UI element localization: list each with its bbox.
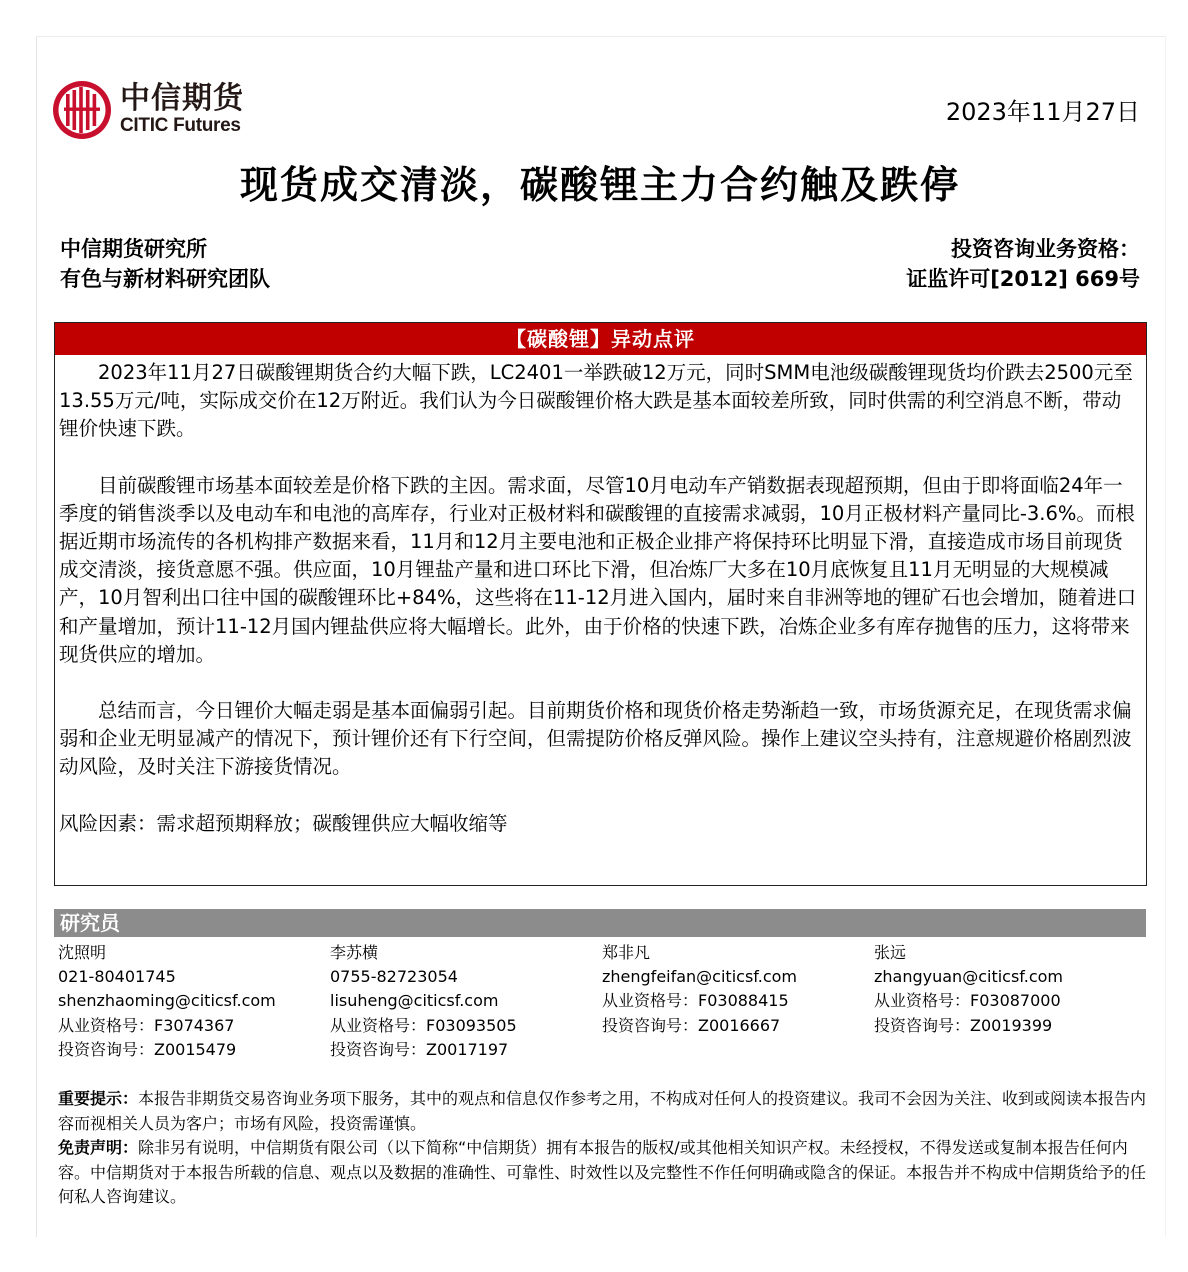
- risk-factors: 风险因素：需求超预期释放；碳酸锂供应大幅收缩等: [59, 811, 508, 835]
- analyst-name: 郑非凡: [602, 943, 651, 962]
- report-title: 现货成交清淡，碳酸锂主力合约触及跌停: [239, 163, 960, 207]
- analyst-name: 张远: [874, 943, 907, 962]
- analysts-list: [58, 941, 1146, 1062]
- institute-block: [60, 234, 270, 294]
- comment-paragraph-1: 2023年11月27日碳酸锂期货合约大幅下跌，LC2401一举跌破12万元，同时SMM电池级碳酸锂现货均价跌去2500元至13.55万元/吨，实际成交价在12万附近。我们认为今日碳酸锂价格大跌是基本面较差所致，同时供需的利空消息不断，带动锂价快速下跌。: [59, 361, 1133, 441]
- comment-paragraph-3: 总结而言，今日锂价大幅走弱是基本面偏弱引起。目前期货价格和现货价格走势渐趋一致，市场货源充足，在现货需求偏弱和企业无明显减产的情况下，预计锂价还有下行空间，但需提防价格反弹风险。操作上建议空头持有，注意规避价格剧烈波动风险，及时关注下游接货情况。: [59, 699, 1132, 779]
- analyst-email: zhengfeifan@citicsf.com: [602, 967, 797, 987]
- disclaimer-statement: [58, 1136, 1148, 1210]
- brand-name-cn: 中信期货: [120, 81, 244, 116]
- analyst-consult-license: 投资咨询号：Z0016667: [602, 1015, 781, 1035]
- team-name: 有色与新材料研究团队: [60, 267, 270, 291]
- analyst-practice-license: 从业资格号：F03088415: [602, 991, 789, 1011]
- notice-label: 重要提示：: [58, 1089, 139, 1108]
- brand-name-en: CITIC Futures: [120, 115, 241, 136]
- analyst-card: [874, 941, 1146, 1062]
- analyst-practice-license: 从业资格号：F3074367: [58, 1015, 235, 1035]
- notice-text: 本报告非期货交易咨询业务项下服务，其中的观点和信息仅作参考之用，不构成对任何人的投资建议。我司不会因为关注、收到或阅读本报告内容而视相关人员为客户；市场有风险，投资需谨慎。: [58, 1089, 1147, 1133]
- statement-text: 除非另有说明，中信期货有限公司（以下简称“中信期货）拥有本报告的版权/或其他相关知识产权。未经授权，不得发送或复制本报告任何内容。中信期货对于本报告所载的信息、观点以及数据的准确性、可靠性、时效性以及完整性不作任何明确或隐含的保证。本报告并不构成中信期货给予的任何私人咨询建议。: [58, 1138, 1147, 1206]
- report-date: 2023年11月27日: [945, 98, 1140, 126]
- analysts-header: 研究员: [54, 909, 1146, 937]
- license-number: 证监许可[2012] 669号: [906, 267, 1140, 291]
- analyst-practice-license: 从业资格号：F03087000: [874, 991, 1061, 1011]
- disclaimer: [58, 1087, 1148, 1210]
- license-block: [906, 234, 1140, 294]
- analyst-phone: 021-80401745: [58, 967, 176, 987]
- license-label: 投资咨询业务资格：: [951, 237, 1140, 261]
- comment-header: 【碳酸锂】异动点评: [55, 323, 1146, 355]
- analyst-consult-license: 投资咨询号：Z0019399: [874, 1015, 1053, 1035]
- analyst-phone: 0755-82723054: [330, 967, 458, 987]
- comment-paragraph-2: 目前碳酸锂市场基本面较差是价格下跌的主因。需求面，尽管10月电动车产销数据表现超预期，但由于即将面临24年一季度的销售淡季以及电动车和电池的高库存，行业对正极材料和碳酸锂的直接需求减弱，10月正极材料产量同比-3.6%。而根据近期市场流传的各机构排产数据来看，11月和12月主要电池和正极企业排产将保持环比明显下滑，直接造成市场目前现货成交清淡，接货意愿不强。供应面，10月锂盐产量和进口环比下滑，但冶炼厂大多在10月底恢复且11月无明显的大规模减产，10月智利出口往中国的碳酸锂环比+84%，这些将在11-12月进入国内，届时来自非洲等地的锂矿石也会增加，随着进口和产量增加，预计11-12月国内锂盐供应将大幅增长。此外，由于价格的快速下跌，冶炼企业多有库存抛售的压力，这将带来现货供应的增加。: [59, 473, 1137, 666]
- analyst-consult-license: 投资咨询号：Z0017197: [330, 1039, 509, 1059]
- comment-body: [55, 355, 1146, 838]
- analyst-name: 沈照明: [58, 943, 107, 962]
- institute-name: 中信期货研究所: [60, 237, 207, 261]
- important-notice: [58, 1087, 1148, 1136]
- citic-logo-icon: [52, 80, 112, 140]
- analyst-card: [602, 941, 874, 1062]
- analyst-consult-license: 投资咨询号：Z0015479: [58, 1039, 237, 1059]
- analyst-practice-license: 从业资格号：F03093505: [330, 1015, 517, 1035]
- analyst-email: zhangyuan@citicsf.com: [874, 967, 1064, 987]
- analyst-email: shenzhaoming@citicsf.com: [58, 991, 276, 1011]
- statement-label: 免责声明：: [58, 1138, 139, 1157]
- analyst-card: [330, 941, 602, 1062]
- comment-box: [54, 322, 1147, 886]
- analyst-email: lisuheng@citicsf.com: [330, 991, 499, 1011]
- analyst-name: 李苏横: [330, 943, 379, 962]
- citic-futures-logo: [52, 80, 244, 140]
- analyst-card: [58, 941, 330, 1062]
